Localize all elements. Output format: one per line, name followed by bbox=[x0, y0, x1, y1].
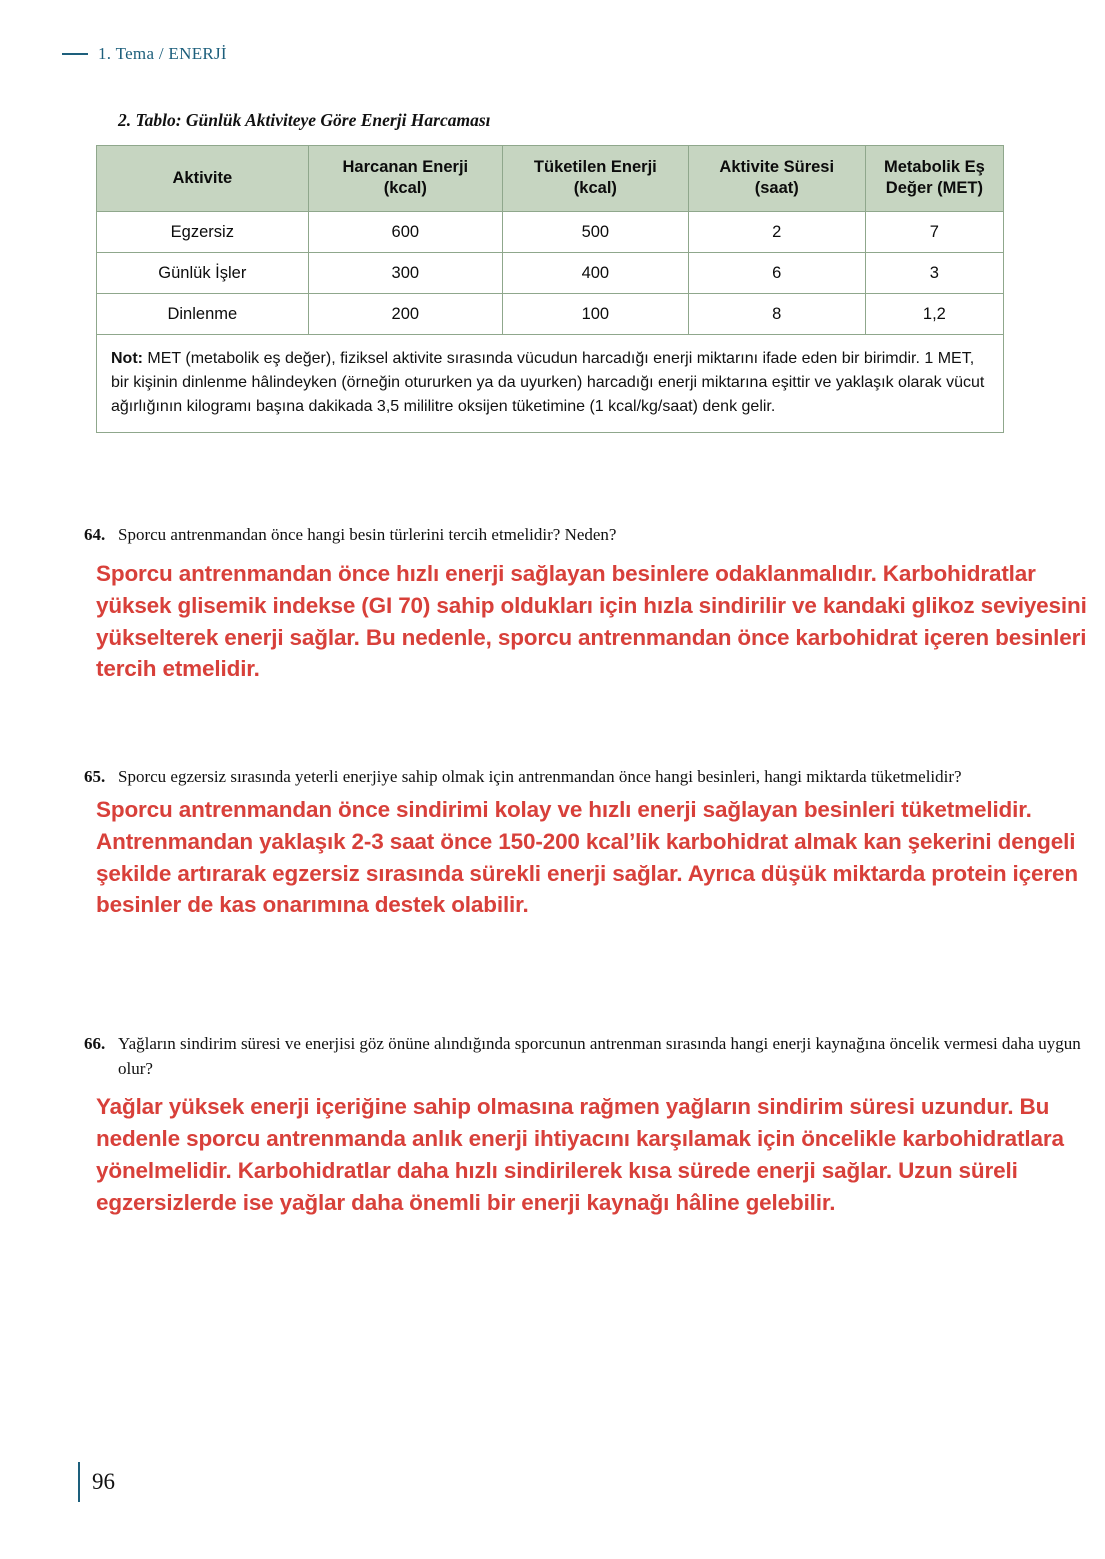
table-head bbox=[97, 146, 1004, 212]
cell-spent: 200 bbox=[308, 294, 502, 335]
energy-table-block bbox=[96, 145, 1004, 433]
table-row bbox=[97, 294, 1004, 335]
table-header-consumed-energy bbox=[503, 146, 689, 212]
cell-activity: Egzersiz bbox=[97, 212, 309, 253]
table-header-activity bbox=[97, 146, 309, 212]
note-label: Not: bbox=[111, 350, 143, 368]
table-note-box bbox=[96, 335, 1004, 433]
header-spent-line1: Harcanan Enerji bbox=[342, 158, 469, 176]
cell-spent: 600 bbox=[308, 212, 502, 253]
question-block-64 bbox=[84, 523, 1094, 685]
table-row bbox=[97, 212, 1004, 253]
cell-duration: 6 bbox=[688, 253, 865, 294]
cell-activity: Dinlenme bbox=[97, 294, 309, 335]
cell-met: 3 bbox=[865, 253, 1003, 294]
question-64-text: Sporcu antrenmandan önce hangi besin türlerini tercih etmelidir? Neden? bbox=[118, 525, 617, 544]
question-65-answer: Sporcu antrenmandan önce sindirimi kolay ve hızlı enerji sağlayan besinleri tüketmelidir. Antrenmandan yaklaşık 2-3 saat önce 150-200 kcal’lik karbohidrat almak kan şekerini dengeli şekilde artırarak egzersiz sırasında sürekli enerji sağlar. Ayrıca düşük miktarda protein içeren besinler de kas onarımına destek olabilir. bbox=[96, 796, 1078, 918]
header-consumed-line1: Tüketilen Enerji bbox=[533, 158, 657, 176]
table-header-row bbox=[97, 146, 1004, 212]
question-64-prompt-row bbox=[84, 523, 1094, 548]
page-footer bbox=[78, 1462, 115, 1502]
question-65-text: Sporcu egzersiz sırasında yeterli enerjiye sahip olmak için antrenmandan önce hangi besinleri, hangi miktarda tüketmelidir? bbox=[118, 767, 962, 786]
header-met-line2: Değer (MET) bbox=[885, 179, 983, 198]
question-65-number: 65. bbox=[84, 767, 106, 786]
page-number: 96 bbox=[92, 1469, 115, 1494]
table-row bbox=[97, 253, 1004, 294]
cell-activity: Günlük İşler bbox=[97, 253, 309, 294]
table-header-spent-energy bbox=[308, 146, 502, 212]
header-duration-line1: Aktivite Süresi bbox=[719, 158, 835, 176]
header-breadcrumb: 1. Tema / ENERJİ bbox=[98, 44, 227, 63]
question-64-number: 64. bbox=[84, 525, 106, 544]
energy-table bbox=[96, 145, 1004, 335]
header-activity-line1: Aktivite bbox=[172, 168, 233, 187]
question-66-prompt-row bbox=[84, 1032, 1094, 1081]
note-body: MET (metabolik eş değer), fiziksel aktivite sırasında vücudun harcadığı enerji miktarını ifade eden bir birimdir. 1 MET, bir kişinin dinlenme hâlindeyken (örneğin otururken ya da uyurken) harcadığı enerji miktarına eşittir ve yaklaşık olarak vücut ağırlığının kilogramı başına dakikada 3,5 mililitre oksijen tüketimine (1 kcal/kg/saat) denk gelir. bbox=[111, 350, 985, 415]
footer-rule-decoration bbox=[78, 1462, 80, 1502]
table-body bbox=[97, 212, 1004, 335]
table-header-duration bbox=[688, 146, 865, 212]
question-block-65 bbox=[84, 765, 1094, 921]
question-64-answer: Sporcu antrenmandan önce hızlı enerji sağlayan besinlere odaklanmalıdır. Karbohidratlar yüksek glisemik indekse (GI 70) sahip oldukları için hızla sindirilir ve kandaki glikoz seviyesini yükselterek enerji sağlar. Bu nedenle, sporcu antrenmandan önce karbohidrat içeren besinleri tercih etmelidir. bbox=[96, 560, 1087, 682]
header-rule-decoration bbox=[62, 53, 88, 55]
question-65-prompt-row bbox=[84, 765, 1094, 790]
header-duration-line2: (saat) bbox=[754, 179, 799, 198]
table-header-met bbox=[865, 146, 1003, 212]
question-66-number: 66. bbox=[84, 1034, 106, 1053]
cell-spent: 300 bbox=[308, 253, 502, 294]
cell-met: 1,2 bbox=[865, 294, 1003, 335]
question-66-answer: Yağlar yüksek enerji içeriğine sahip olmasına rağmen yağların sindirim süresi uzundur. Bu nedenle sporcu antrenmanda anlık enerji ihtiyacını karşılamak için öncelikle karbohidratlara yönelmelidir. Karbohidratlar daha hızlı sindirilerek kısa sürede enerji sağlar. Uzun süreli egzersizlerde ise yağlar daha önemli bir enerji kaynağı hâline gelebilir. bbox=[96, 1094, 1064, 1216]
question-block-66 bbox=[84, 1032, 1094, 1219]
question-66-text: Yağların sindirim süresi ve enerjisi göz önüne alındığında sporcunun antrenman sırasında hangi enerji kaynağına öncelik vermesi daha uygun olur? bbox=[118, 1034, 1081, 1078]
cell-consumed: 500 bbox=[503, 212, 689, 253]
cell-met: 7 bbox=[865, 212, 1003, 253]
cell-duration: 8 bbox=[688, 294, 865, 335]
header-consumed-line2: (kcal) bbox=[573, 179, 617, 198]
header-met-line1: Metabolik Eş bbox=[883, 158, 985, 176]
cell-duration: 2 bbox=[688, 212, 865, 253]
cell-consumed: 100 bbox=[503, 294, 689, 335]
cell-consumed: 400 bbox=[503, 253, 689, 294]
page-running-header bbox=[62, 44, 227, 64]
table-caption: 2. Tablo: Günlük Aktiviteye Göre Enerji Harcaması bbox=[118, 110, 491, 130]
header-spent-line2: (kcal) bbox=[383, 179, 427, 198]
